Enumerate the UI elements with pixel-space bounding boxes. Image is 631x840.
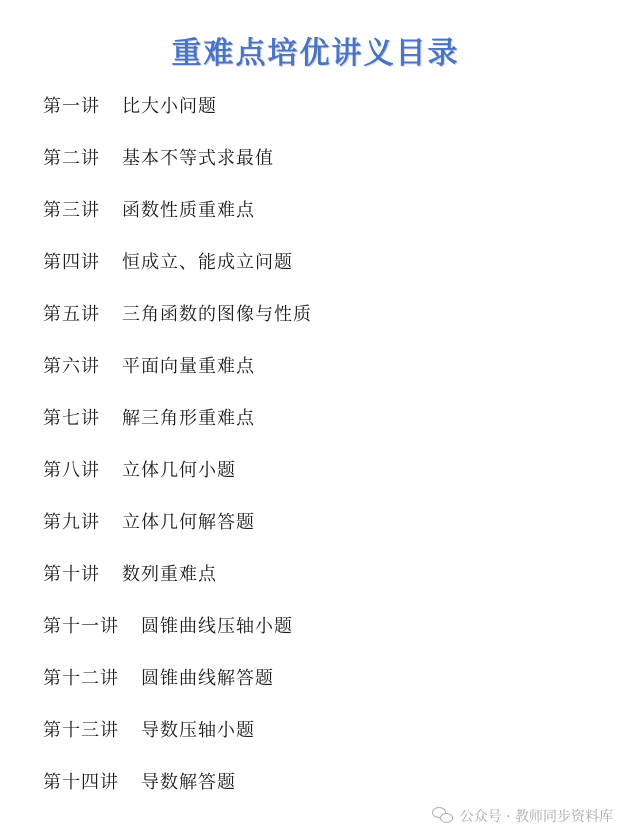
- chapter-title: 函数性质重难点: [122, 200, 255, 221]
- chapter-number: 第十讲: [43, 564, 100, 585]
- toc-item-14: [43, 768, 312, 820]
- toc-item-4: [43, 248, 312, 300]
- toc-item-5: [43, 300, 312, 352]
- toc-item-11: [43, 612, 312, 664]
- chapter-number: 第六讲: [43, 356, 100, 377]
- chapter-title: 数列重难点: [122, 564, 217, 585]
- chapter-number: 第十一讲: [43, 616, 119, 637]
- chapter-number: 第四讲: [43, 252, 100, 273]
- chapter-number: 第九讲: [43, 512, 100, 533]
- chapter-title: 恒成立、能成立问题: [122, 252, 293, 273]
- chapter-number: 第二讲: [43, 148, 100, 169]
- chapter-title: 解三角形重难点: [122, 408, 255, 429]
- watermark: [432, 806, 613, 826]
- chapter-number: 第七讲: [43, 408, 100, 429]
- toc-item-7: [43, 404, 312, 456]
- table-of-contents: [43, 92, 312, 820]
- wechat-icon: [432, 807, 454, 825]
- toc-item-13: [43, 716, 312, 768]
- chapter-number: 第十三讲: [43, 720, 119, 741]
- chapter-number: 第八讲: [43, 460, 100, 481]
- watermark-text: 公众号 · 教师同步资料库: [459, 809, 613, 825]
- chapter-title: 立体几何小题: [122, 460, 236, 481]
- chapter-title: 圆锥曲线解答题: [141, 668, 274, 689]
- chapter-title: 导数解答题: [141, 772, 236, 793]
- toc-item-6: [43, 352, 312, 404]
- chapter-title: 平面向量重难点: [122, 356, 255, 377]
- chapter-title: 比大小问题: [122, 96, 217, 117]
- toc-item-9: [43, 508, 312, 560]
- chapter-title: 基本不等式求最值: [122, 148, 274, 169]
- document-title: 重难点培优讲义目录: [171, 36, 460, 71]
- chapter-number: 第十二讲: [43, 668, 119, 689]
- chapter-number: 第五讲: [43, 304, 100, 325]
- chapter-number: 第一讲: [43, 96, 100, 117]
- chapter-number: 第三讲: [43, 200, 100, 221]
- chapter-title: 三角函数的图像与性质: [122, 304, 312, 325]
- chapter-number: 第十四讲: [43, 772, 119, 793]
- chapter-title: 立体几何解答题: [122, 512, 255, 533]
- toc-item-10: [43, 560, 312, 612]
- toc-item-8: [43, 456, 312, 508]
- chapter-title: 圆锥曲线压轴小题: [141, 616, 293, 637]
- toc-item-1: [43, 92, 312, 144]
- chapter-title: 导数压轴小题: [141, 720, 255, 741]
- toc-item-12: [43, 664, 312, 716]
- toc-item-2: [43, 144, 312, 196]
- toc-item-3: [43, 196, 312, 248]
